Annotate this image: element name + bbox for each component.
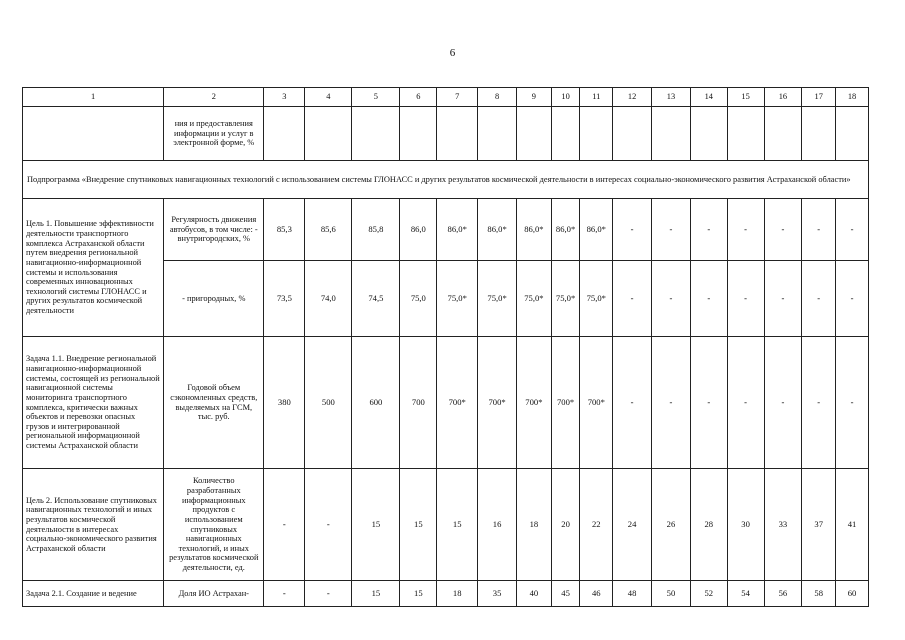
value-cell: 15 [400,469,437,581]
table-row-goal2 [23,469,869,581]
value-cell: 35 [478,581,517,607]
value-cell: - [802,261,836,337]
indicator-cell: Годовой объем сэкономленных средств, выделяемых на ГСМ, тыс. руб. [164,337,264,469]
value-cell: 26 [652,469,691,581]
value-cell: 28 [690,469,727,581]
header-cell: 6 [400,88,437,107]
value-cell: 46 [580,581,613,607]
value-cell: 380 [264,337,305,469]
value-cell: - [613,261,652,337]
value-cell: 86,0 [400,199,437,261]
indicator-cell: Регулярность движения автобусов, в том числе: - внутригородских, % [164,199,264,261]
indicator-cell: - пригородных, % [164,261,264,337]
value-cell: 700* [517,337,552,469]
header-cell: 12 [613,88,652,107]
value-cell: - [836,337,869,469]
value-cell: 86,0* [437,199,478,261]
table-row-goal1-a [23,199,869,261]
value-cell: 75,0 [400,261,437,337]
value-cell: - [652,261,691,337]
header-cell: 7 [437,88,478,107]
value-cell: 700 [400,337,437,469]
header-cell: 18 [836,88,869,107]
value-cell: 58 [802,581,836,607]
value-cell: 86,0* [517,199,552,261]
header-cell: 13 [652,88,691,107]
value-cell: 74,5 [352,261,400,337]
header-cell: 9 [517,88,552,107]
indicator-cell: Доля ИО Астрахан- [164,581,264,607]
header-cell: 14 [690,88,727,107]
value-cell: 75,0* [551,261,580,337]
value-cell: 15 [437,469,478,581]
table-row-task21 [23,581,869,607]
table-row-continuation [23,107,869,161]
value-cell: 700* [478,337,517,469]
value-cell: 56 [764,581,802,607]
value-cell: 86,0* [551,199,580,261]
value-cell: 45 [551,581,580,607]
value-cell: 20 [551,469,580,581]
value-cell: 30 [727,469,764,581]
indicator-cell: ния и предоставления информации и услуг в электронной форме, % [164,107,264,161]
value-cell: 18 [517,469,552,581]
value-cell: - [305,581,352,607]
value-cell: 50 [652,581,691,607]
value-cell: 18 [437,581,478,607]
value-cell: 24 [613,469,652,581]
value-cell: 37 [802,469,836,581]
header-cell: 4 [305,88,352,107]
value-cell: 75,0* [478,261,517,337]
value-cell: - [764,261,802,337]
goal-cell: Цель 2. Использование спутниковых навигационных технологий и иных результатов космической деятельности в интересах социально-экономического развития Астраханской области [23,469,164,581]
header-cell: 10 [551,88,580,107]
value-cell: 60 [836,581,869,607]
value-cell: - [690,199,727,261]
value-cell: 73,5 [264,261,305,337]
value-cell: - [727,261,764,337]
value-cell: 86,0* [580,199,613,261]
value-cell: - [836,261,869,337]
header-row [23,88,869,107]
value-cell: - [613,337,652,469]
subprogram-row [23,161,869,199]
header-cell: 5 [352,88,400,107]
task-cell: Задача 2.1. Создание и ведение [23,581,164,607]
page-number: 6 [449,47,456,59]
value-cell: - [764,337,802,469]
header-cell: 17 [802,88,836,107]
value-cell: - [727,337,764,469]
value-cell: - [727,199,764,261]
table-row-task11 [23,337,869,469]
header-cell: 15 [727,88,764,107]
header-cell: 1 [23,88,164,107]
header-cell: 11 [580,88,613,107]
value-cell: - [764,199,802,261]
header-cell: 2 [164,88,264,107]
value-cell: - [264,581,305,607]
value-cell: 48 [613,581,652,607]
value-cell: 33 [764,469,802,581]
indicator-cell: Количество разработанных информационных продуктов с использованием спутниковых навигационных технологий, и иных результатов космической деятельности, ед. [164,469,264,581]
value-cell: - [652,199,691,261]
value-cell: 74,0 [305,261,352,337]
value-cell: 52 [690,581,727,607]
value-cell: - [836,199,869,261]
value-cell: 85,6 [305,199,352,261]
value-cell: 85,3 [264,199,305,261]
value-cell: 500 [305,337,352,469]
value-cell: - [802,199,836,261]
value-cell: 75,0* [437,261,478,337]
value-cell: 40 [517,581,552,607]
value-cell: - [802,337,836,469]
value-cell: 700* [551,337,580,469]
value-cell: 85,8 [352,199,400,261]
value-cell: 15 [400,581,437,607]
value-cell: - [690,261,727,337]
header-cell: 16 [764,88,802,107]
value-cell: - [613,199,652,261]
value-cell: 75,0* [580,261,613,337]
value-cell: 700* [437,337,478,469]
value-cell: 600 [352,337,400,469]
value-cell: 700* [580,337,613,469]
value-cell: 86,0* [478,199,517,261]
header-cell: 3 [264,88,305,107]
subprogram-title: Подпрограмма «Внедрение спутниковых навигационных технологий с использованием системы ГЛОНАСС и других результатов космической деятельности в интересах социально-экономического развития Астраханской области» [23,161,869,199]
goal-cell: Цель 1. Повышение эффективности деятельности транспортного комплекса Астраханской области путем внедрения региональной навигационно-информационной системы и использования современных инновационных технологий системы ГЛОНАСС и других результатов космической деятельности [23,199,164,337]
task-cell: Задача 1.1. Внедрение региональной навигационно-информационной системы, состоящей из региональной навигационной системы мониторинга транспортного комплекса, критически важных объектов и перевозки опасных грузов и интегрированной региональной информационной системы Астраханской области [23,337,164,469]
value-cell: 22 [580,469,613,581]
value-cell: - [652,337,691,469]
value-cell: - [690,337,727,469]
value-cell: 41 [836,469,869,581]
value-cell: 15 [352,469,400,581]
header-cell: 8 [478,88,517,107]
value-cell: 16 [478,469,517,581]
value-cell: 54 [727,581,764,607]
value-cell: - [305,469,352,581]
value-cell: 75,0* [517,261,552,337]
indicators-table [22,87,869,607]
value-cell: 15 [352,581,400,607]
value-cell: - [264,469,305,581]
